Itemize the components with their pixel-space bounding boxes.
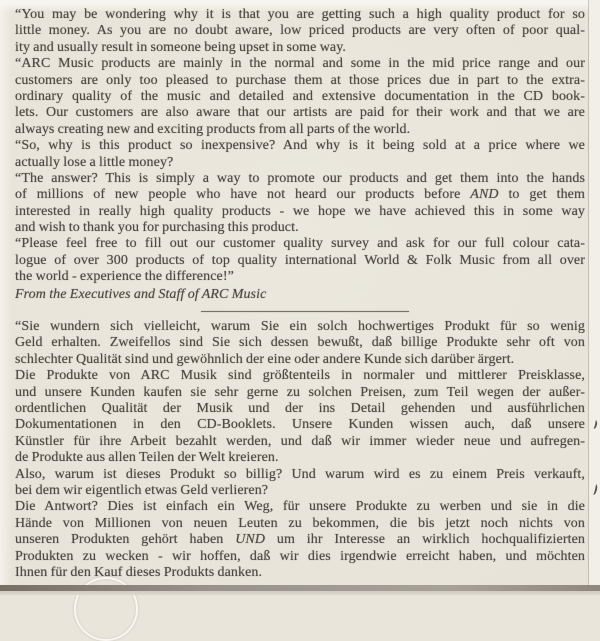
text-line: ordinary quality of the music and detailed and extensive documentation in the CD book- xyxy=(15,88,585,104)
text-line: “Sie wundern sich vielleicht, warum Sie ein solch hochwertiges Produkt für so wenig xyxy=(15,319,585,335)
text-line: “So, why is this product so inexpensive? And why is it being sold at a price where we xyxy=(15,138,585,154)
page-text xyxy=(15,7,585,581)
paragraph xyxy=(15,171,585,237)
text-line: and wish to thank you for purchasing this product. xyxy=(15,220,299,236)
text-line: Ihnen für den Kauf dieses Produkts danken. xyxy=(15,564,263,580)
text-line: “ARC Music products are mainly in the normal and some in the mid price range and our xyxy=(15,56,585,72)
text-line: Die Antwort? Dies ist einfach ein Weg, für unsere Produkte zu werben und sie in die xyxy=(15,499,585,515)
page-edge-crease xyxy=(588,0,589,587)
paragraph xyxy=(15,319,585,368)
text-line: Geld erhalten. Zweifellos sind Sie sich dessen bewußt, daß billige Produkte sehr oft von xyxy=(15,335,585,351)
text-line: “You may be wondering why it is that you are getting such a high quality product for so xyxy=(15,7,585,22)
text-line: und unsere Kunden kaufen sie sehr gerne zu solchen Preisen, zum Teil wegen der außer- xyxy=(15,384,585,400)
text-line: lets. Our customers are also aware that our artists are paid for their work and that we are xyxy=(15,105,585,121)
bottom-scan-edge xyxy=(0,591,600,595)
text-line: ity and usually result in someone being upset in some way. xyxy=(15,39,347,55)
english-text-block xyxy=(15,7,585,286)
text-line: Die Produkte von ARC Musik sind größtenteils in normaler und mittlerer Preisklasse, xyxy=(15,368,585,384)
text-line: the world - experience the difference!” xyxy=(15,269,234,285)
text-line: of millions of new people who have not heard our products before AND to get them xyxy=(15,187,585,203)
paragraph xyxy=(15,499,585,581)
text-line: customers are only too pleased to purchase them at those prices due in part to the extra- xyxy=(15,72,585,88)
paragraph xyxy=(15,7,585,56)
paragraph xyxy=(15,56,585,138)
text-line: Also, warum ist dieses Produkt so billig? Und warum wird es zu einem Preis verkauft, xyxy=(15,466,585,482)
section-divider xyxy=(201,311,409,312)
text-line: always creating new and exciting products from all parts of the world. xyxy=(15,121,411,137)
text-line: “Please feel free to fill out our customer quality survey and ask for our full colour cata- xyxy=(15,236,585,252)
text-line: schlechter Qualität sind und gewöhnlich der eine oder andere Kunde sich darüber ärgert. xyxy=(15,351,515,367)
text-line: actually lose a little money? xyxy=(15,154,174,170)
text-line: unseren Produkten gehört haben UND um ihr Interesse an wirklich hochqualifizierten xyxy=(15,532,585,548)
text-line: ordentlichen Qualität der Musik und der ins Detail gehenden und ausführlichen xyxy=(15,400,585,416)
german-text-block xyxy=(15,319,585,581)
paragraph xyxy=(15,368,585,466)
page-right-edge xyxy=(589,0,600,595)
text-line: Dokumentationen in den CD-Booklets. Unsere Kunden wissen auch, daß unsere xyxy=(15,417,585,433)
text-line: Künstler für ihre Arbeit bezahlt werden, und daß wir immer wieder neue und aufregen- xyxy=(15,433,585,449)
signature-line: From the Executives and Staff of ARC Music xyxy=(15,286,267,302)
text-line: de Produkte aus allen Teilen der Welt kreieren. xyxy=(15,450,279,466)
paragraph xyxy=(15,467,585,500)
text-line: little money. As you are no doubt aware, low priced products are very often of poor qual- xyxy=(15,23,585,39)
text-line: logue of over 300 products of top quality international World & Folk Music from all over xyxy=(15,252,585,268)
text-line: Produkten zu wecken - wir hoffen, daß wir dies irgendwie erreicht haben, und möchten xyxy=(15,548,585,564)
text-line: Hände von Millionen von neuen Leuten zu bekommen, die bis jetzt noch nichts von xyxy=(15,515,585,531)
text-line: interested in really high quality products - we hope we have achieved this in some way xyxy=(15,203,585,219)
paragraph xyxy=(15,236,585,285)
text-line: bei dem wir eigentlich etwas Geld verlieren? xyxy=(15,482,269,498)
paragraph xyxy=(15,138,585,171)
text-line: “The answer? This is simply a way to promote our products and get them into the hands xyxy=(15,170,585,186)
